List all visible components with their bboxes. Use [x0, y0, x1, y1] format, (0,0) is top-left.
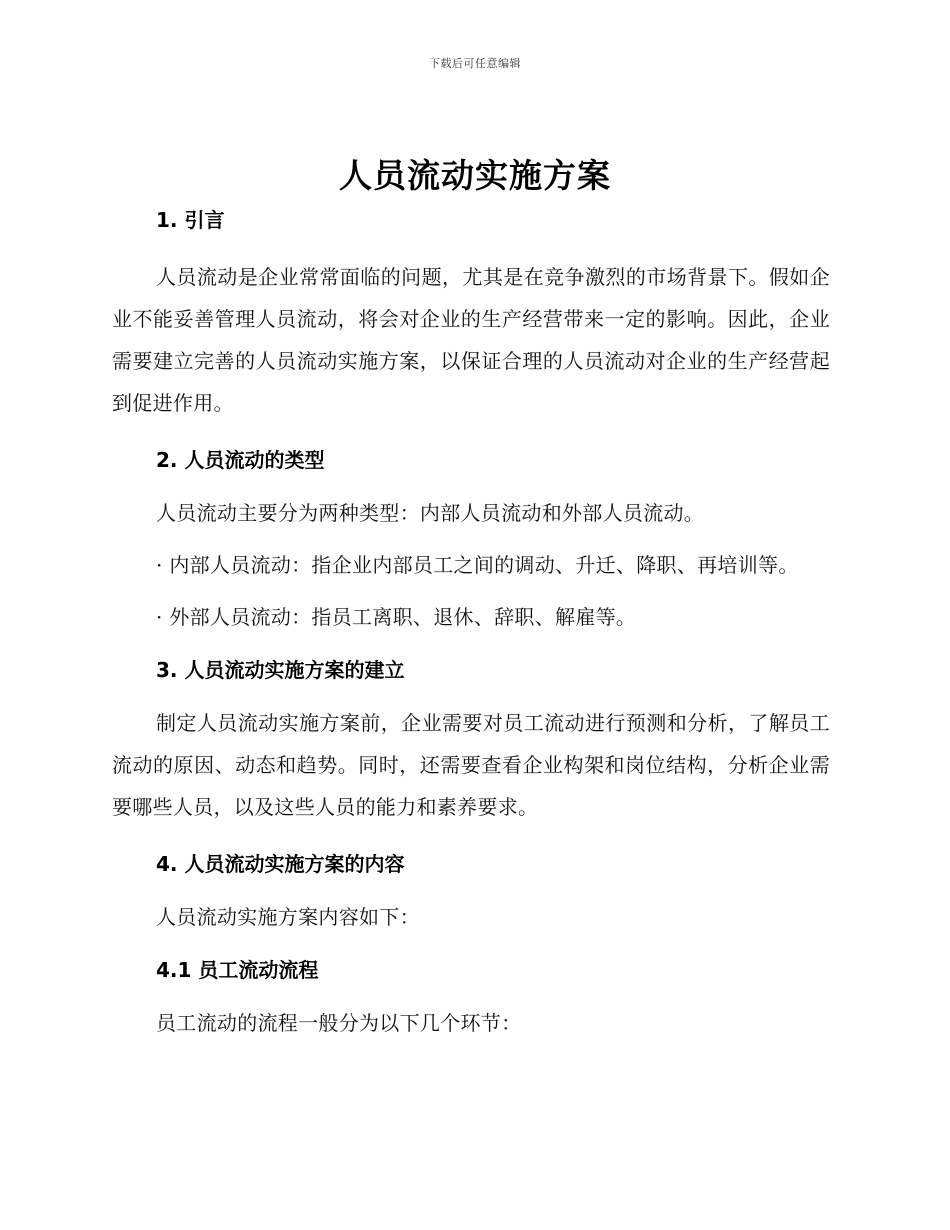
section-1-paragraph: 人员流动是企业常常面临的问题，尤其是在竞争激烈的市场背景下。假如企业不能妥善管理人员流动，将会对企业的生产经营带来一定的影响。因此，企业需要建立完善的人员流动实施方案，以保证合理的人员流动对企业的生产经营起到促进作用。 — [112, 265, 830, 415]
document-title: 人员流动实施方案 — [339, 156, 611, 195]
section-heading-3: 3. 人员流动实施方案的建立 — [156, 658, 405, 682]
header-note: 下载后可任意编辑 — [429, 57, 521, 70]
bullet-internal-flow: · 内部人员流动：指企业内部员工之间的调动、升迁、降职、再培训等。 — [156, 553, 799, 577]
section-3-paragraph: 制定人员流动实施方案前，企业需要对员工流动进行预测和分析，了解员工流动的原因、动态和趋势。同时，还需要查看企业构架和岗位结构，分析企业需要哪些人员，以及这些人员的能力和素养要求。 — [112, 711, 830, 819]
section-4-paragraph: 人员流动实施方案内容如下： — [156, 905, 420, 929]
bullet-external-flow: · 外部人员流动：指员工离职、退休、辞职、解雇等。 — [156, 605, 637, 629]
section-heading-1: 1. 引言 — [156, 208, 225, 232]
section-heading-4: 4. 人员流动实施方案的内容 — [156, 852, 405, 876]
section-2-paragraph: 人员流动主要分为两种类型：内部人员流动和外部人员流动。 — [156, 501, 705, 525]
document-body — [112, 200, 830, 1044]
section-heading-2: 2. 人员流动的类型 — [156, 448, 325, 472]
section-heading-4-1: 4.1 员工流动流程 — [156, 958, 319, 982]
section-4-1-paragraph: 员工流动的流程一般分为以下几个环节： — [156, 1011, 522, 1035]
